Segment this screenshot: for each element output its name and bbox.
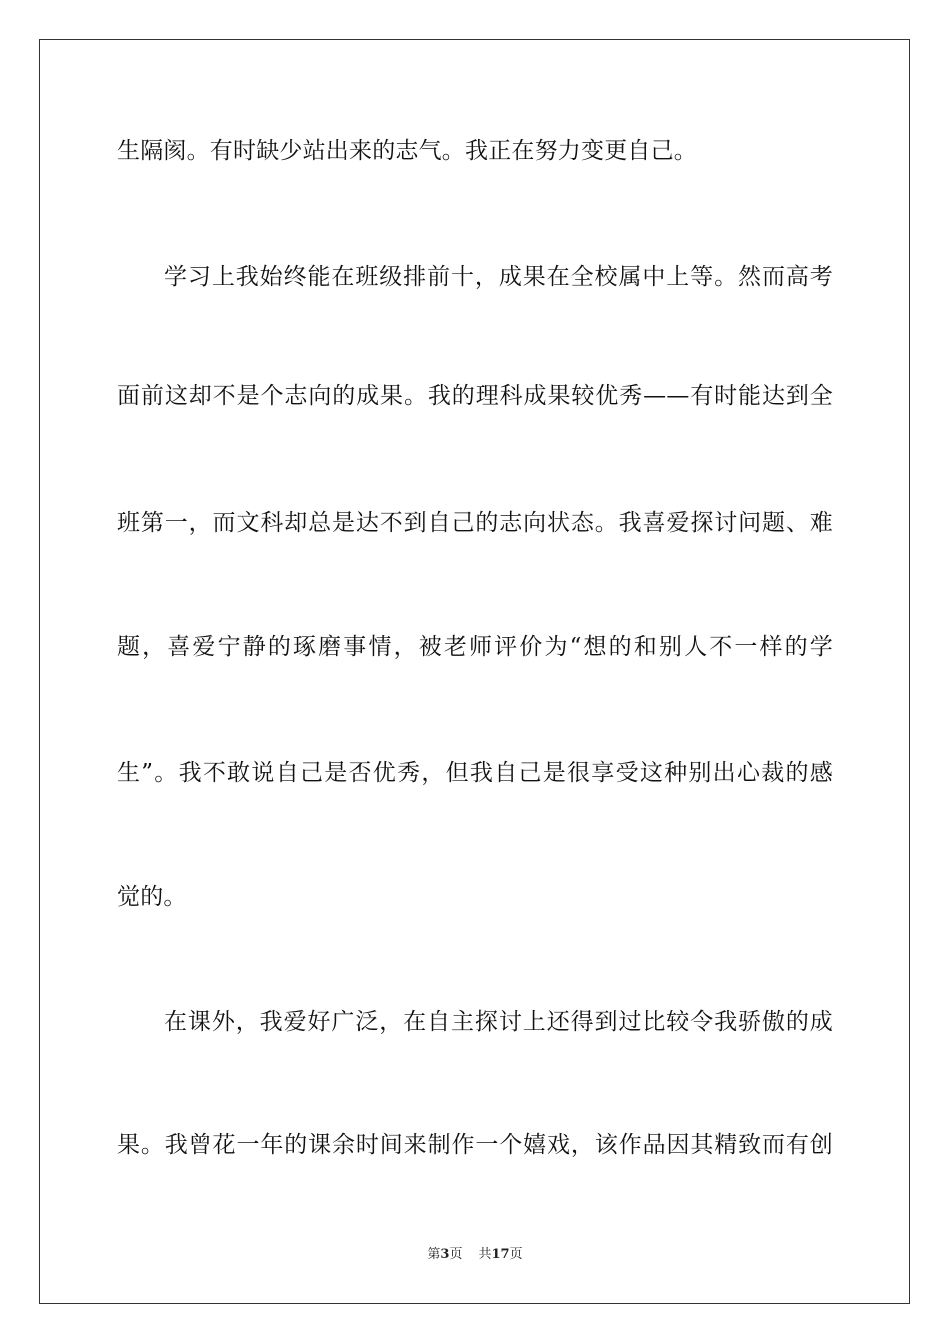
page-frame [39,39,910,1304]
text-line: 学习上我始终能在班级排前十，成果在全校属中上等。然而高考 [164,264,833,290]
text-line: 生隔阂。有时缺少站出来的志气。我正在努力变更自己。 [117,138,697,164]
text-line: 果。我曾花一年的课余时间来制作一个嬉戏，该作品因其精致而有创 [117,1132,833,1158]
text-line: 班第一，而文科却总是达不到自己的志向状态。我喜爱探讨问题、难 [117,510,833,536]
text-line: 生”。我不敢说自己是否优秀，但我自己是很享受这种别出心裁的感 [117,760,833,786]
page-footer [0,1246,950,1264]
footer-page-suffix: 页 [449,1247,463,1262]
footer-page-prefix: 第 [427,1247,441,1262]
footer-total-suffix: 页 [509,1247,523,1262]
footer-total-number: 17 [491,1247,510,1262]
text-line: 题，喜爱宁静的琢磨事情，被老师评价为“想的和别人不一样的学 [117,634,833,660]
text-line: 在课外，我爱好广泛，在自主探讨上还得到过比较令我骄傲的成 [164,1009,833,1035]
footer-page-number: 3 [440,1247,450,1262]
text-line: 觉的。 [117,884,187,910]
footer-total-prefix: 共 [478,1247,492,1262]
text-line: 面前这却不是个志向的成果。我的理科成果较优秀——有时能达到全 [117,383,833,409]
